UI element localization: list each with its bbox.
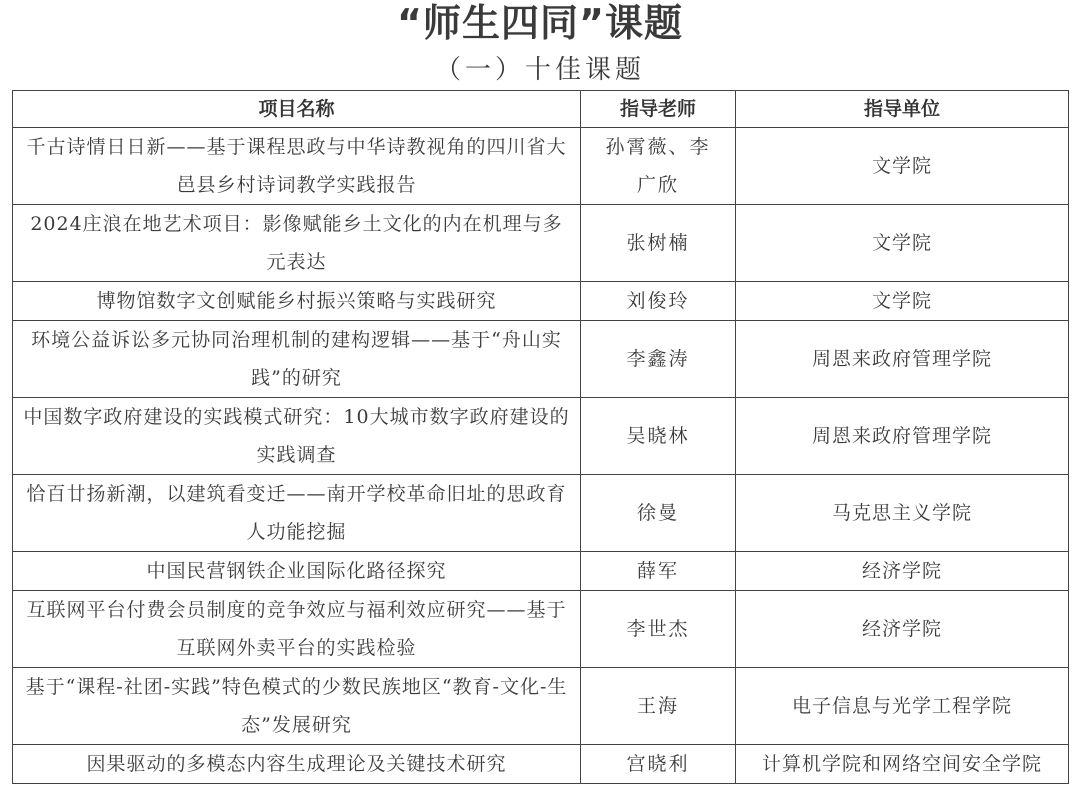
unit-cell: 文学院 [736,128,1069,205]
unit-cell: 计算机学院和网络空间安全学院 [736,745,1069,784]
project-name-cell: 2024庄浪在地艺术项目：影像赋能乡土文化的内在机理与多元表达 [13,205,581,282]
project-name-cell: 恰百廿扬新潮，以建筑看变迁——南开学校革命旧址的思政育人功能挖掘 [13,475,581,552]
section-subtitle: （一）十佳课题 [434,55,645,85]
project-name-cell: 中国数字政府建设的实践模式研究：10大城市数字政府建设的实践调查 [13,398,581,475]
table-row [13,321,1069,398]
teacher-cell: 王海 [581,668,736,745]
page-title: “师生四同”课题 [397,1,683,45]
teacher-cell: 薛军 [581,552,736,591]
unit-cell: 周恩来政府管理学院 [736,398,1069,475]
project-name-cell: 环境公益诉讼多元协同治理机制的建构逻辑——基于“舟山实践”的研究 [13,321,581,398]
unit-cell: 周恩来政府管理学院 [736,321,1069,398]
table-row [13,398,1069,475]
teacher-cell: 孙霄薇、李广欣 [581,128,736,205]
unit-cell: 文学院 [736,205,1069,282]
table-row [13,591,1069,668]
unit-cell: 文学院 [736,282,1069,321]
table-row [13,552,1069,591]
column-header-project-name: 项目名称 [13,91,581,128]
project-name-cell: 因果驱动的多模态内容生成理论及关键技术研究 [13,745,581,784]
teacher-cell: 张树楠 [581,205,736,282]
unit-cell: 马克思主义学院 [736,475,1069,552]
unit-cell: 经济学院 [736,591,1069,668]
table-row [13,475,1069,552]
table-row [13,745,1069,784]
project-name-cell: 基于“课程-社团-实践”特色模式的少数民族地区“教育-文化-生态”发展研究 [13,668,581,745]
unit-cell: 电子信息与光学工程学院 [736,668,1069,745]
teacher-cell: 李鑫涛 [581,321,736,398]
teacher-cell: 刘俊玲 [581,282,736,321]
table-row [13,205,1069,282]
project-name-cell: 博物馆数字文创赋能乡村振兴策略与实践研究 [13,282,581,321]
project-name-cell: 互联网平台付费会员制度的竞争效应与福利效应研究——基于互联网外卖平台的实践检验 [13,591,581,668]
table-row [13,668,1069,745]
project-name-cell: 千古诗情日日新——基于课程思政与中华诗教视角的四川省大邑县乡村诗词教学实践报告 [13,128,581,205]
teacher-cell: 李世杰 [581,591,736,668]
awards-table [12,90,1069,784]
table-header-row [13,91,1069,128]
teacher-cell: 徐曼 [581,475,736,552]
table-row [13,282,1069,321]
project-name-cell: 中国民营钢铁企业国际化路径探究 [13,552,581,591]
column-header-teacher: 指导老师 [581,91,736,128]
teacher-cell: 吴晓林 [581,398,736,475]
table-row [13,128,1069,205]
teacher-cell: 宫晓利 [581,745,736,784]
column-header-unit: 指导单位 [736,91,1069,128]
unit-cell: 经济学院 [736,552,1069,591]
